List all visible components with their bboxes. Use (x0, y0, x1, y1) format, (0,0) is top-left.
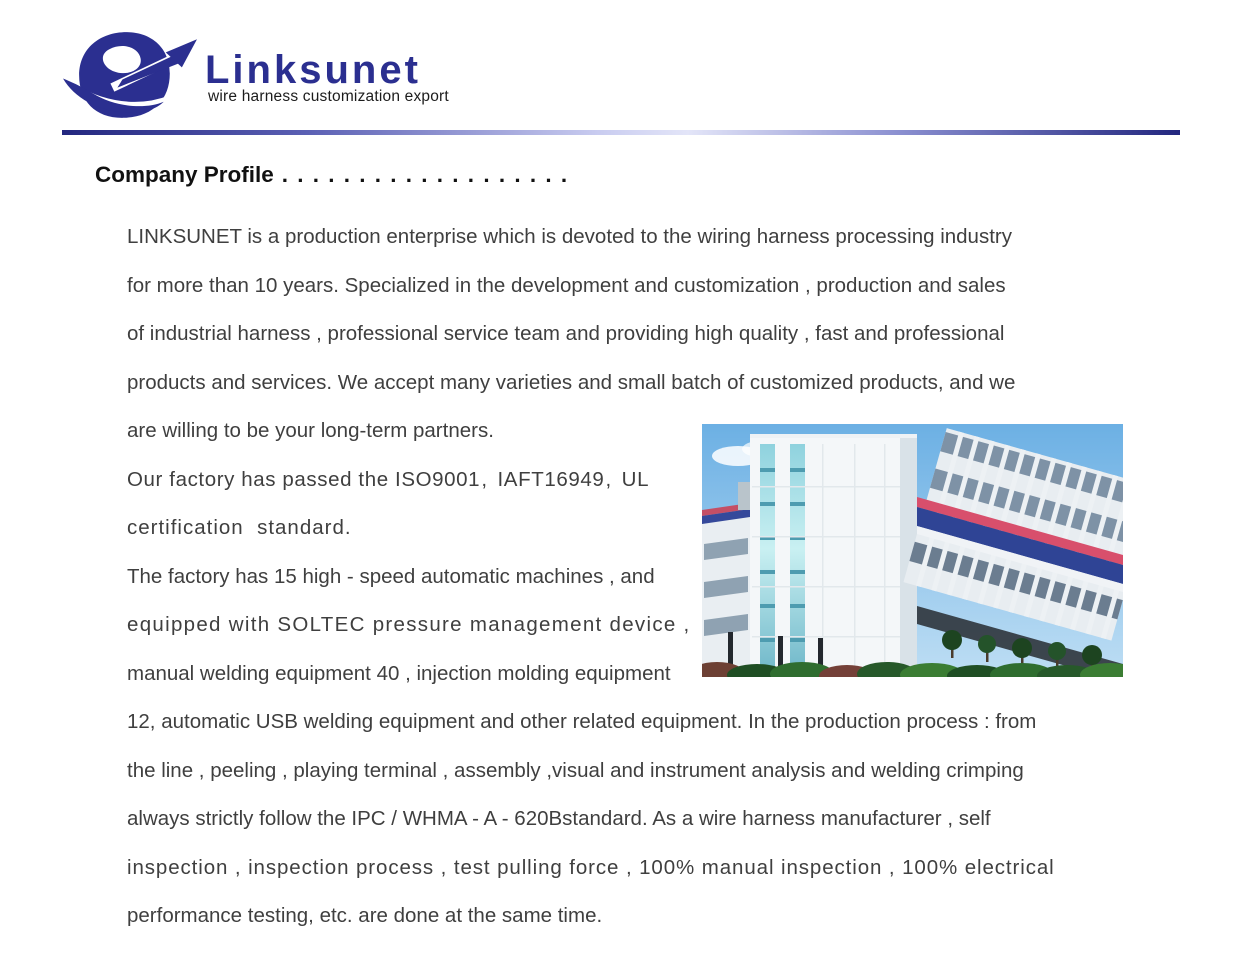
page-title-text: Company Profile (95, 162, 274, 187)
header-divider-rule (62, 130, 1180, 135)
brand-tagline: wire harness customization export (208, 88, 449, 105)
brand-name: Linksunet (205, 48, 421, 92)
ideographic-comma: , (605, 467, 612, 491)
text-line: equipped with SOLTEC pressure management device , (127, 613, 691, 636)
text-line: certification standard. (127, 516, 352, 539)
text-line: are willing to be your long-term partners. (127, 419, 494, 442)
text-line: inspection , inspection process , test pulling force , 100% manual inspection , 100% electrical (127, 855, 1055, 879)
text-line: products and services. We accept many varieties and small batch of customized products, and we (127, 370, 1016, 394)
factory-photo (702, 424, 1123, 677)
text-line: the line , peeling , playing terminal , assembly ,visual and instrument analysis and welding crimping (127, 758, 1024, 782)
text-line: for more than 10 years. Specialized in the development and customization , production and sales (127, 273, 1006, 297)
text-line: 12, automatic USB welding equipment and other related equipment. In the production process : from (127, 710, 1037, 733)
text-line: performance testing, etc. are done at the same time. (127, 904, 603, 927)
text-line: LINKSUNET is a production enterprise which is devoted to the wiring harness processing industry (127, 225, 1012, 248)
linksunet-logo-icon (62, 29, 198, 123)
text-line: manual welding equipment 40 , injection molding equipment (127, 661, 671, 685)
page-title-dots: . . . . . . . . . . . . . . . . . . . (281, 162, 569, 187)
page-title (95, 160, 569, 190)
text-line: of industrial harness , professional service team and providing high quality , fast and professional (127, 322, 1005, 345)
ideographic-comma: , (481, 467, 488, 491)
text-line: The factory has 15 high - speed automatic machines , and (127, 564, 655, 588)
text-line: Our factory has passed the ISO9001, IAFT16949, UL (127, 456, 1112, 505)
paragraph-intro (127, 213, 1112, 456)
paragraph-process (127, 698, 1112, 941)
text-line: always strictly follow the IPC / WHMA - A - 620Bstandard. As a wire harness manufacturer , self (127, 807, 991, 830)
